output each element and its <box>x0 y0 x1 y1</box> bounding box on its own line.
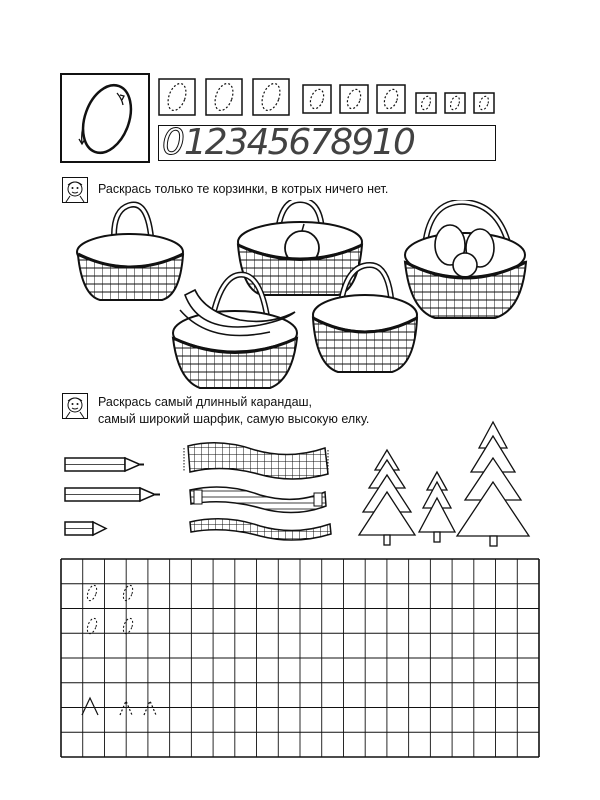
scarves-illustration <box>180 440 340 545</box>
angle-pattern <box>82 698 156 715</box>
scarf-wide <box>184 443 328 479</box>
trace-zero-row[interactable] <box>158 75 498 120</box>
baskets-illustration <box>70 200 540 395</box>
scarf-medium <box>190 487 326 513</box>
task2-text: Раскрась самый длинный карандаш, самый широкий шарфик, самую высокую елку. <box>98 395 370 426</box>
tree-small <box>419 472 455 542</box>
number-line-digits: 12345678910 <box>183 121 414 163</box>
number-line-digit: 0 <box>162 121 184 163</box>
child-face-icon <box>62 393 88 419</box>
pencil-long <box>65 488 160 501</box>
pencil-medium <box>65 458 144 471</box>
trees-illustration <box>355 420 535 550</box>
basket-empty-1 <box>77 205 183 300</box>
big-digit-zero <box>60 73 150 163</box>
trace-zero-hints <box>86 584 135 635</box>
tree-medium <box>359 450 415 545</box>
pencils-illustration <box>60 450 180 545</box>
writing-grid[interactable] <box>60 558 540 758</box>
pencil-short <box>65 522 106 535</box>
basket-with-pears <box>405 202 526 318</box>
task1-text: Раскрась только те корзинки, в котрых ничего нет. <box>98 182 389 196</box>
number-line <box>162 121 494 163</box>
scarf-narrow <box>190 519 331 540</box>
tree-tall <box>457 422 529 546</box>
